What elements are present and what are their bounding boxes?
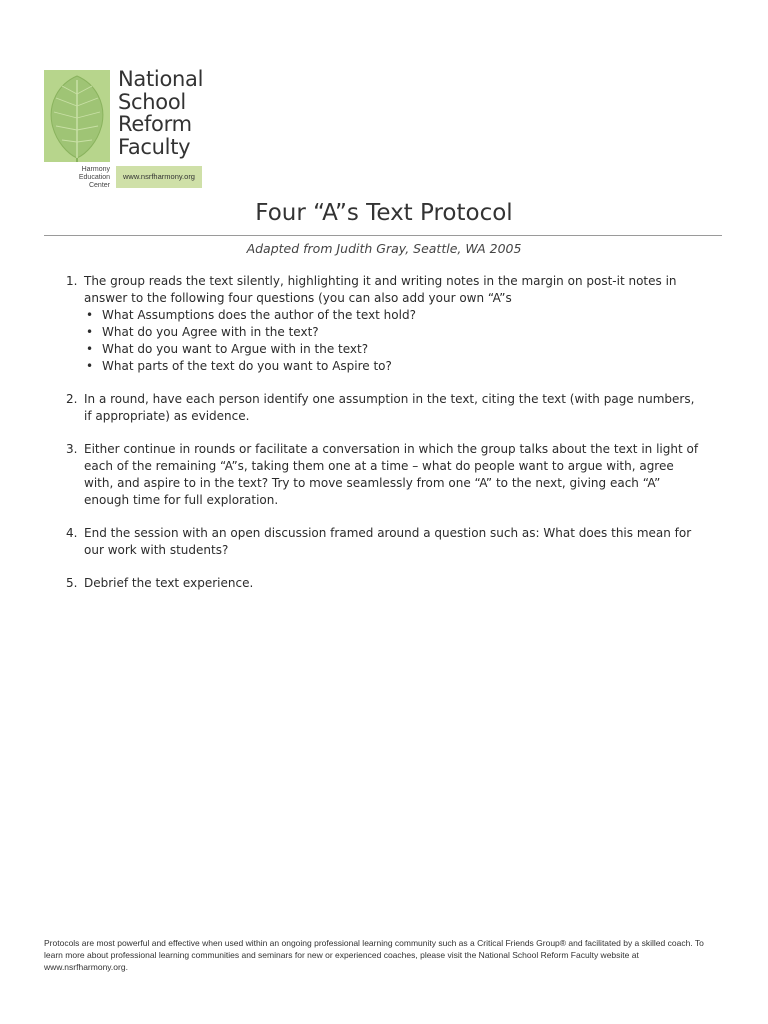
step-text: End the session with an open discussion framed around a question such as: What does this mean for our work with students? [84,526,692,557]
protocol-steps [62,273,702,608]
question-item: • What do you Agree with in the text? [84,324,702,341]
logo-harmony-line: Education [78,174,110,181]
step-text: Either continue in rounds or facilitate a conversation in which the group talks about the text in light of each of the remaining “A”s, taking them one at a time – what do people want to argue with, agree with, and aspire to in the text? Try to move seamlessly from one “A” to the next, giving each “A” enough time for full exploration. [84,442,699,507]
protocol-step [62,441,702,509]
logo-harmony-line: Center [88,182,110,189]
page-title: Four “A”s Text Protocol [255,200,513,226]
logo-harmony-center [44,166,110,190]
protocol-step [62,273,702,375]
question-item: • What do you want to Argue with in the text? [84,341,702,358]
nsrf-logo [44,67,214,195]
step-number: 4. [66,526,78,540]
page-subtitle: Adapted from Judith Gray, Seattle, WA 2005 [246,241,522,256]
protocol-step [62,525,702,559]
step-text: Debrief the text experience. [84,576,254,590]
title-divider [44,235,722,236]
protocol-step [62,391,702,425]
step-text: In a round, have each person identify one assumption in the text, citing the text (with page numbers, if appropriate) as evidence. [84,392,695,423]
step-text: The group reads the text silently, highlighting it and writing notes in the margin on post-it notes in answer to the following four questions (you can also add your own “A”s [84,274,677,305]
protocol-step [62,575,702,592]
logo-leaf-box [44,70,110,162]
logo-organization-name [118,68,203,158]
step-number: 5. [66,576,78,590]
step-number: 2. [66,392,78,406]
logo-name-line: Reform [118,112,192,136]
logo-harmony-line: Harmony [81,166,110,173]
logo-name-line: National [118,67,204,91]
question-item: • What Assumptions does the author of the text hold? [84,307,702,324]
question-item: • What parts of the text do you want to Aspire to? [84,358,702,375]
logo-url: www.nsrfharmony.org [116,166,202,188]
leaf-icon [44,70,110,162]
step-number: 3. [66,442,78,456]
footer-note: Protocols are most powerful and effective when used within an ongoing professional learning community such as a Critical Friends Group® and facilitated by a skilled coach. To learn more about professional learning communities and seminars for new or experienced coaches, please visit the National School Reform Faculty website at www.nsrfharmony.org. [44,938,704,972]
logo-name-line: School [118,89,186,114]
logo-name-line: Faculty [118,134,191,159]
question-list [84,307,702,375]
step-number: 1. [66,274,78,288]
